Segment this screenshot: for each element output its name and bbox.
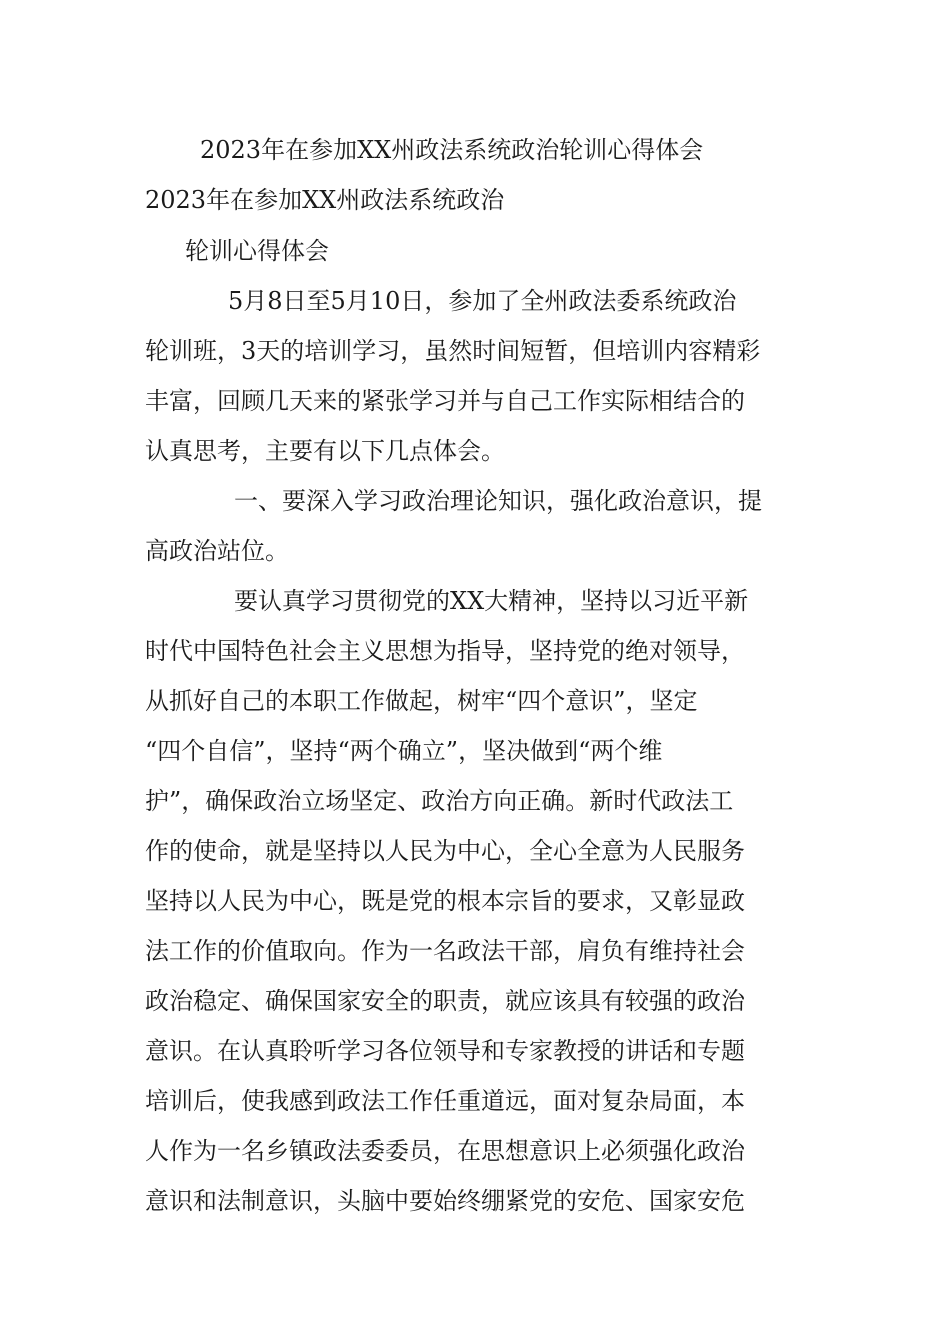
- paragraph-3-line-5: 护”，确保政治立场坚定、政治方向正确。新时代政法工: [145, 787, 734, 815]
- paragraph-1-line-2: 轮训班，3天的培训学习，虽然时间短暂，但培训内容精彩: [145, 337, 761, 365]
- paragraph-1-line-3: 丰富，回顾几天来的紧张学习并与自己工作实际相结合的: [145, 387, 745, 415]
- paragraph-3-line-12: 人作为一名乡镇政法委委员，在思想意识上必须强化政治: [145, 1137, 745, 1165]
- paragraph-1-line-1: 5月8日至5月10日，参加了全州政法委系统政治: [228, 287, 737, 315]
- paragraph-3-line-11: 培训后，使我感到政法工作任重道远，面对复杂局面，本: [145, 1087, 745, 1115]
- section-heading-line-1: 一、要深入学习政治理论知识，强化政治意识，提: [234, 487, 762, 515]
- document-subtitle-line-2: 轮训心得体会: [185, 237, 329, 265]
- paragraph-3-line-6: 作的使命，就是坚持以人民为中心，全心全意为人民服务: [145, 837, 745, 865]
- paragraph-3-line-10: 意识。在认真聆听学习各位领导和专家教授的讲话和专题: [145, 1037, 745, 1065]
- paragraph-3-line-7: 坚持以人民为中心，既是党的根本宗旨的要求，又彰显政: [145, 887, 745, 915]
- paragraph-3-line-9: 政治稳定、确保国家安全的职责，就应该具有较强的政治: [145, 987, 745, 1015]
- section-heading-line-2: 高政治站位。: [145, 537, 289, 565]
- paragraph-3-line-8: 法工作的价值取向。作为一名政法干部，肩负有维持社会: [145, 937, 745, 965]
- paragraph-3-line-1: 要认真学习贯彻党的XX大精神，坚持以习近平新: [234, 587, 749, 615]
- paragraph-3-line-2: 时代中国特色社会主义思想为指导，坚持党的绝对领导，: [145, 637, 745, 665]
- paragraph-1-line-4: 认真思考，主要有以下几点体会。: [145, 437, 505, 465]
- paragraph-3-line-13: 意识和法制意识，头脑中要始终绷紧党的安危、国家安危: [145, 1187, 745, 1215]
- paragraph-3-line-3: 从抓好自己的本职工作做起，树牢“四个意识”，坚定: [145, 687, 698, 715]
- paragraph-3-line-4: “四个自信”，坚持“两个确立”，坚决做到“两个维: [145, 737, 663, 765]
- document-subtitle-line-1: 2023年在参加XX州政法系统政治: [145, 186, 505, 214]
- document-title: 2023年在参加XX州政法系统政治轮训心得体会: [200, 136, 704, 164]
